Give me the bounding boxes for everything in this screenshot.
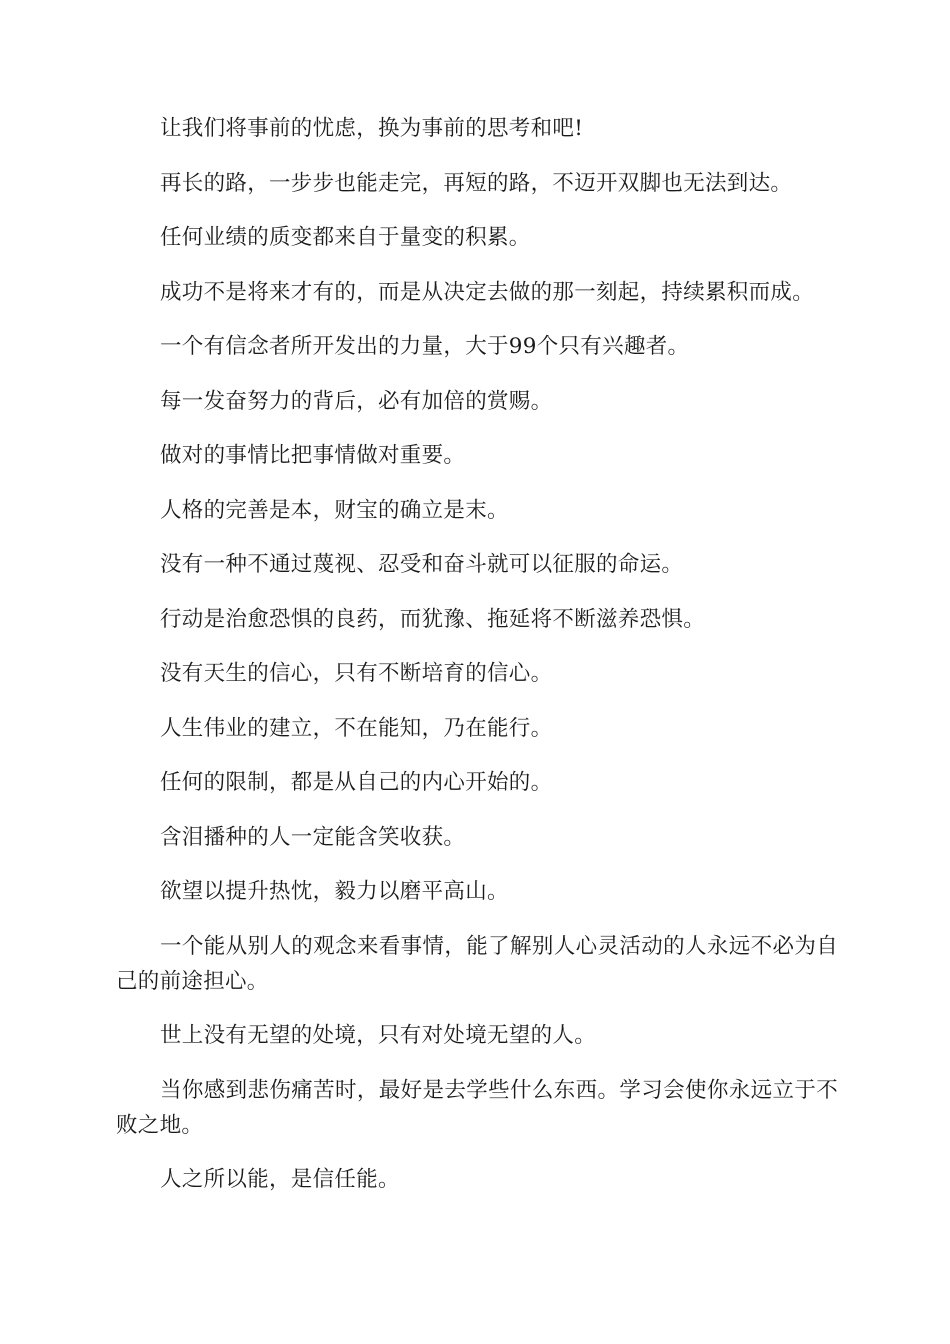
paragraph: 欲望以提升热忱，毅力以磨平高山。	[160, 879, 509, 904]
paragraph: 任何的限制，都是从自己的内心开始的。	[160, 770, 553, 795]
paragraph: 一个有信念者所开发出的力量，大于99个只有兴趣者。	[160, 334, 690, 359]
document-page	[116, 111, 838, 1197]
paragraph: 人之所以能，是信任能。	[160, 1167, 400, 1192]
paragraph: 行动是治愈恐惧的良药，而犹豫、拖延将不断滋养恐惧。	[160, 606, 706, 632]
paragraph: 一个能从别人的观念来看事情，能了解别人心灵活动的人永远不必为自己的前途担心。	[116, 933, 838, 994]
paragraph: 再长的路，一步步也能走完，再短的路，不迈开双脚也无法到达。	[160, 170, 793, 196]
paragraph: 成功不是将来才有的，而是从决定去做的那一刻起，持续累积而成。	[160, 279, 815, 305]
paragraph: 任何业绩的质变都来自于量变的积累。	[160, 225, 531, 250]
paragraph: 每一发奋努力的背后，必有加倍的赏赐。	[160, 388, 553, 414]
paragraph: 人格的完善是本，财宝的确立是末。	[160, 497, 509, 523]
paragraph: 人生伟业的建立，不在能知，乃在能行。	[160, 715, 553, 741]
paragraph: 没有天生的信心，只有不断培育的信心。	[160, 661, 553, 686]
paragraph: 当你感到悲伤痛苦时，最好是去学些什么东西。学习会使你永远立于不败之地。	[116, 1077, 838, 1138]
paragraph: 含泪播种的人一定能含笑收获。	[160, 824, 466, 850]
paragraph: 做对的事情比把事情做对重要。	[160, 443, 466, 468]
paragraph: 世上没有无望的处境，只有对处境无望的人。	[160, 1023, 597, 1048]
paragraph: 让我们将事前的忧虑，换为事前的思考和吧!	[160, 116, 584, 141]
paragraph: 没有一种不通过蔑视、忍受和奋斗就可以征服的命运。	[160, 552, 684, 577]
